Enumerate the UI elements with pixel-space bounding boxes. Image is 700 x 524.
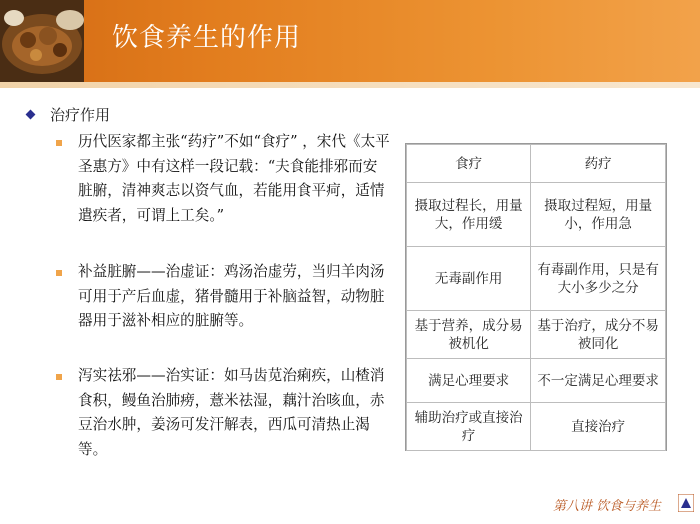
- table-row: [407, 247, 666, 311]
- table-row: [407, 311, 666, 359]
- table-header-cell: 药疗: [531, 145, 666, 183]
- table-row: [407, 403, 666, 451]
- table-cell: 无毒副作用: [407, 247, 531, 311]
- table-row: [407, 359, 666, 403]
- table-cell: 辅助治疗或直接治疗: [407, 403, 531, 451]
- diamond-bullet-icon: [26, 110, 36, 120]
- section-heading-text: 治疗作用: [50, 106, 111, 124]
- bullet-item: [56, 364, 390, 462]
- table-row: [407, 183, 666, 247]
- table-cell: 摄取过程短，用量小，作用急: [531, 183, 666, 247]
- bullet-item: [56, 130, 390, 228]
- table-cell: 摄取过程长，用量大，作用缓: [407, 183, 531, 247]
- slide-title: 饮食养生的作用: [112, 23, 302, 53]
- table-cell: 满足心理要求: [407, 359, 531, 403]
- bullet-text: 补益脏腑——治虚证：鸡汤治虚劳，当归羊肉汤可用于产后血虚，猪骨髓用于补脑益智，动物脏器用于滋补相应的脏腑等。: [78, 263, 385, 329]
- square-bullet-icon: [56, 270, 62, 276]
- food-photo: [0, 0, 84, 82]
- comparison-table: [405, 143, 667, 451]
- table-cell: 直接治疗: [531, 403, 666, 451]
- bullet-text: 历代医家都主张“药疗”不如“食疗” ，宋代《太平圣惠方》中有这样一段记载：“夫食能排邪而安脏腑，清神爽志以资气血，若能用食平疴，适情遣疾者，可谓上工矣。”: [78, 133, 390, 224]
- footer-lecture-label: 第八讲 饮食与养生: [553, 499, 662, 514]
- header-divider: [0, 82, 700, 88]
- table-cell: 有毒副作用，只是有大小多少之分: [531, 247, 666, 311]
- table-header-row: [407, 145, 666, 183]
- bullet-item: [56, 260, 390, 334]
- section-heading: [26, 104, 110, 125]
- square-bullet-icon: [56, 374, 62, 380]
- slide-header: [0, 0, 700, 82]
- table-cell: 不一定满足心理要求: [531, 359, 666, 403]
- table-header-cell: 食疗: [407, 145, 531, 183]
- table-cell: 基于营养，成分易被机化: [407, 311, 531, 359]
- corner-logo-icon: [678, 494, 694, 512]
- bullet-text: 泻实祛邪——治实证：如马齿苋治痢疾，山楂消食积，鳗鱼治肺痨，薏米祛湿，藕汁治咳血，赤豆治水肿，姜汤可发汗解表，西瓜可清热止渴等。: [78, 367, 385, 458]
- table-cell: 基于治疗，成分不易被同化: [531, 311, 666, 359]
- square-bullet-icon: [56, 140, 62, 146]
